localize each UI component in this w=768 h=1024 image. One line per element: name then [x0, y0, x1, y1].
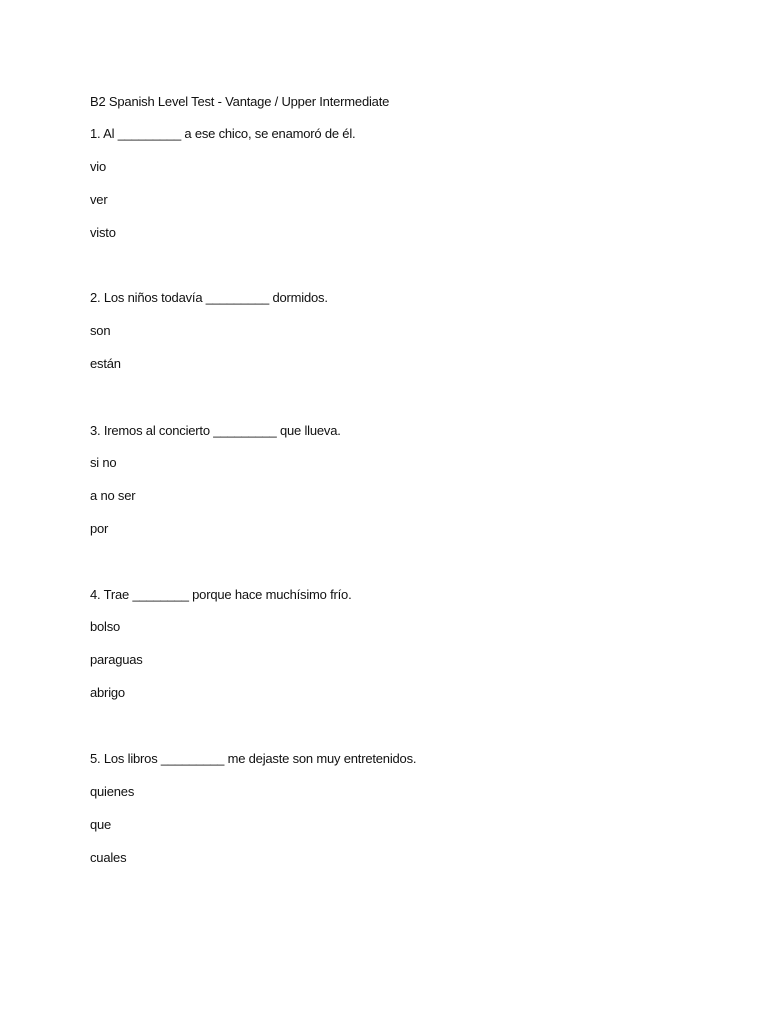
- question-1-option-2: ver: [90, 192, 108, 207]
- question-4-option-1: bolso: [90, 619, 121, 634]
- question-2-option-1: son: [90, 323, 111, 338]
- question-4-option-2: paraguas: [90, 652, 143, 667]
- question-3-option-3: por: [90, 521, 109, 536]
- question-2-prompt: 2. Los niños todavía _________ dormidos.: [90, 290, 328, 305]
- question-4-option-3: abrigo: [90, 685, 125, 700]
- document-title: B2 Spanish Level Test - Vantage / Upper Intermediate: [90, 94, 390, 109]
- question-5-option-3: cuales: [90, 850, 127, 865]
- question-4-prompt: 4. Trae ________ porque hace muchísimo frío.: [90, 587, 352, 602]
- question-1-option-3: visto: [90, 225, 116, 240]
- question-3-option-2: a no ser: [90, 488, 136, 503]
- question-5-option-1: quienes: [90, 784, 135, 799]
- question-2-option-2: están: [90, 356, 121, 371]
- question-1-prompt: 1. Al _________ a ese chico, se enamoró de él.: [90, 126, 356, 141]
- question-5-option-2: que: [90, 817, 112, 832]
- question-3-option-1: si no: [90, 455, 117, 470]
- question-1-option-1: vio: [90, 159, 107, 174]
- question-5-prompt: 5. Los libros _________ me dejaste son muy entretenidos.: [90, 751, 417, 766]
- question-3-prompt: 3. Iremos al concierto _________ que llueva.: [90, 423, 341, 438]
